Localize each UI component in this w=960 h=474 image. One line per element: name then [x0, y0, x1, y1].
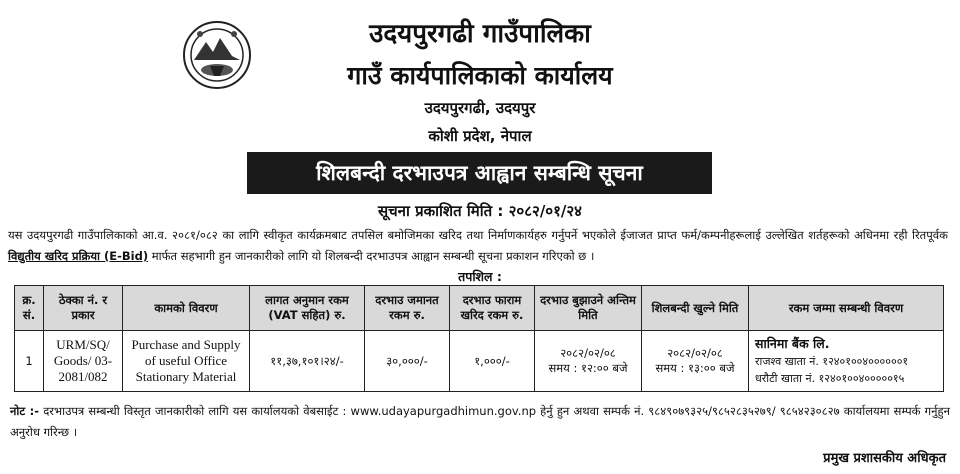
ebid-text: विद्युतीय खरिद प्रक्रिया (E-Bid) [8, 249, 149, 263]
deposit-account: धरौटी खाता नं. १२४०१००४०००००१५ [755, 372, 905, 385]
open-time: समय : १३:०० बजे [655, 361, 735, 375]
top-border [0, 0, 960, 4]
bank-name: सानिमा बैंक लि. [755, 336, 830, 351]
published-date: सूचना प्रकाशित मिति : २०८२/०१/२४ [378, 202, 582, 220]
col-bank-details: रकम जम्मा सम्बन्धी विवरण [749, 286, 944, 331]
cell-description: Purchase and Supply of useful Office Stationary Material [123, 331, 250, 392]
municipality-name: उदयपुरगढी गाउँपालिका [369, 19, 591, 49]
col-estimate: लागत अनुमान रकम (VAT सहित) रु. [250, 286, 365, 331]
note-label: नोट :- [10, 404, 40, 418]
notice-body-post: मार्फत सहभागी हुन जानकारीको लागि यो शिलबन्दी दरभाउपत्र आह्वान सम्बन्धी सूचना प्रकाशन गरिएको छ । [151, 249, 595, 263]
cell-estimate: ११,३७,१०१।२४/- [250, 331, 365, 392]
notice-title: शिलबन्दी दरभाउपत्र आह्वान सम्बन्धि सूचना [247, 152, 712, 194]
cell-open [642, 331, 749, 392]
submit-time: समय : १२:०० बजे [548, 361, 628, 375]
province-address: कोशी प्रदेश, नेपाल [428, 127, 532, 145]
col-open-date: शिलबन्दी खुल्ने मिति [642, 286, 749, 331]
bid-schedule-table [14, 285, 944, 392]
footer-note [10, 401, 950, 443]
col-submit-date: दरभाउ बुझाउने अन्तिम मिति [535, 286, 642, 331]
cell-contract-no: URM/SQ/ Goods/ 03-2081/082 [44, 331, 123, 392]
office-address: उदयपुरगढी, उदयपुर [424, 99, 536, 117]
note-text: दरभाउपत्र सम्बन्धी विस्तृत जानकारीको लागि यस कार्यालयको वेबसाईट : www.udayapurgadhimun.gov.np हेर्नु हुन अथवा सम्पर्क नं. ९८४९०७९३२५/९८५२८३५२७९/ ९८५४२३०८२७ कार्यालयमा सम्पर्क गर्नुहुन अनुरोध गरिन्छ । [10, 404, 950, 439]
submit-date: २०८२/०२/०८ [560, 346, 616, 360]
cell-submit [535, 331, 642, 392]
revenue-account: राजश्व खाता नं. १२४०१००४००००००१ [755, 355, 909, 368]
open-date: २०८२/०२/०८ [667, 346, 723, 360]
cell-form-fee: १,०००/- [450, 331, 535, 392]
col-description: कामको विवरण [123, 286, 250, 331]
col-bid-security: दरभाउ जमानत रकम रु. [365, 286, 450, 331]
col-contract: ठेक्का नं. र प्रकार [44, 286, 123, 331]
table-row [15, 331, 944, 392]
signatory-title: प्रमुख प्रशासकीय अधिकृत [823, 451, 946, 466]
notice-body-pre: यस उदयपुरगढी गाउँपालिकाको आ.व. २०८१/०८२ का लागि स्वीकृत कार्यक्रमबाट तपसिल बमोजिमका खरिद तथा निर्माणकार्यहरु गर्नुपर्ने भएकोले ईजाजत प्राप्त फर्म/कम्पनीहरूलाई उल्लेखित शर्तहरूको अधिनमा रही रितपूर्वक [8, 228, 948, 242]
office-name: गाउँ कार्यपालिकाको कार्यालय [347, 61, 613, 90]
cell-bid-security: ३०,०००/- [365, 331, 450, 392]
cell-sn: 1 [15, 331, 44, 392]
table-header-row [15, 286, 944, 331]
schedule-label: तपशिल : [458, 269, 502, 284]
col-sn: क्र. सं. [15, 286, 44, 331]
notice-body [8, 225, 948, 267]
cell-bank-details [749, 331, 944, 392]
col-form-fee: दरभाउ फाराम खरिद रकम रु. [450, 286, 535, 331]
